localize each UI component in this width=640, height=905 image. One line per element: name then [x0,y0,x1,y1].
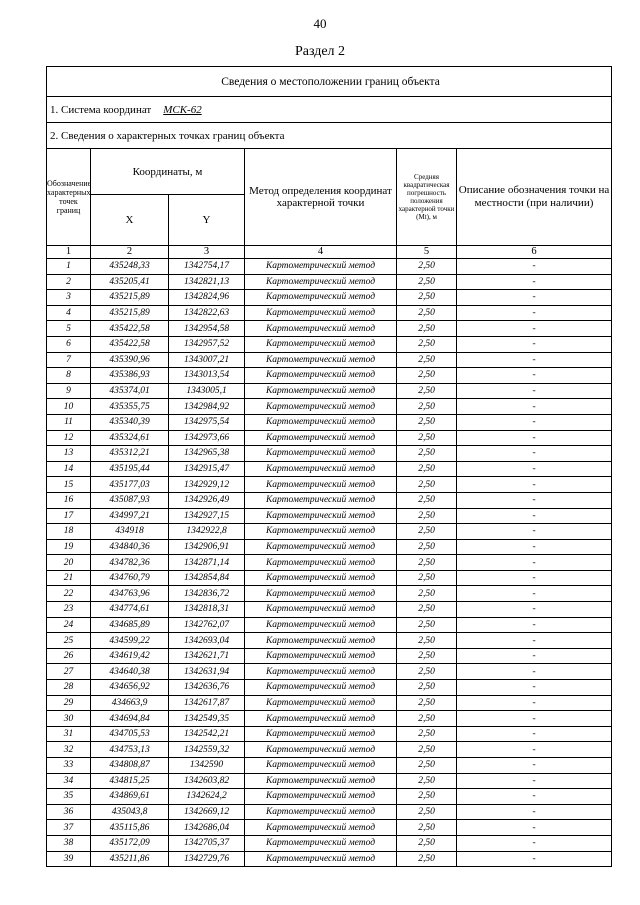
description-cell: - [457,399,612,415]
rms-value-cell: 2,50 [397,352,457,368]
point-number-cell: 9 [47,383,91,399]
method-cell: Картометрический метод [245,352,397,368]
method-cell: Картометрический метод [245,602,397,618]
point-number-cell: 8 [47,368,91,384]
description-cell: - [457,726,612,742]
method-cell: Картометрический метод [245,492,397,508]
coord-y-cell: 1342915,47 [169,461,245,477]
point-number-cell: 35 [47,789,91,805]
table-row [47,430,612,446]
point-number-cell: 25 [47,633,91,649]
coord-x-cell: 434782,36 [91,555,169,571]
description-cell: - [457,789,612,805]
rms-value-cell: 2,50 [397,570,457,586]
rms-value-cell: 2,50 [397,446,457,462]
coord-x-cell: 434808,87 [91,758,169,774]
rms-value-cell: 2,50 [397,758,457,774]
point-number-cell: 37 [47,820,91,836]
description-cell: - [457,274,612,290]
table-row [47,633,612,649]
description-cell: - [457,446,612,462]
coord-y-cell: 1342906,91 [169,539,245,555]
coord-y-cell: 1342871,14 [169,555,245,571]
table-row [47,508,612,524]
table-row [47,680,612,696]
coord-y-cell: 1343013,54 [169,368,245,384]
header-coordinates: Координаты, м [91,149,245,195]
coord-x-cell: 435215,89 [91,305,169,321]
method-cell: Картометрический метод [245,414,397,430]
point-number-cell: 2 [47,274,91,290]
coord-y-cell: 1343005,1 [169,383,245,399]
point-number-cell: 20 [47,555,91,571]
rms-value-cell: 2,50 [397,492,457,508]
method-cell: Картометрический метод [245,555,397,571]
coord-x-cell: 435115,86 [91,820,169,836]
coord-x-cell: 434663,9 [91,695,169,711]
coord-y-cell: 1342975,54 [169,414,245,430]
method-cell: Картометрический метод [245,290,397,306]
description-cell: - [457,820,612,836]
coord-x-cell: 435215,89 [91,290,169,306]
description-cell: - [457,664,612,680]
description-cell: - [457,368,612,384]
point-number-cell: 30 [47,711,91,727]
point-number-cell: 31 [47,726,91,742]
coord-x-cell: 435324,61 [91,430,169,446]
method-cell: Картометрический метод [245,664,397,680]
point-number-cell: 15 [47,477,91,493]
point-number-cell: 17 [47,508,91,524]
coord-x-cell: 435386,93 [91,368,169,384]
description-cell: - [457,835,612,851]
method-cell: Картометрический метод [245,617,397,633]
point-number-cell: 1 [47,259,91,275]
coord-y-cell: 1342957,52 [169,336,245,352]
point-number-cell: 29 [47,695,91,711]
point-number-cell: 39 [47,851,91,867]
coord-y-cell: 1342559,32 [169,742,245,758]
table-row [47,555,612,571]
method-cell: Картометрический метод [245,851,397,867]
rms-value-cell: 2,50 [397,602,457,618]
description-cell: - [457,851,612,867]
coord-x-cell: 435087,93 [91,492,169,508]
coord-x-cell: 434599,22 [91,633,169,649]
header-y: Y [169,195,245,246]
method-cell: Картометрический метод [245,835,397,851]
coord-x-cell: 434656,92 [91,680,169,696]
table-row [47,789,612,805]
coord-y-cell: 1342705,37 [169,835,245,851]
description-cell: - [457,508,612,524]
description-cell: - [457,804,612,820]
table-row [47,336,612,352]
coord-y-cell: 1342824,96 [169,290,245,306]
coord-x-cell: 434840,36 [91,539,169,555]
table-row [47,352,612,368]
point-number-cell: 14 [47,461,91,477]
rms-value-cell: 2,50 [397,274,457,290]
point-number-cell: 10 [47,399,91,415]
coord-x-cell: 435422,58 [91,336,169,352]
description-cell: - [457,648,612,664]
description-cell: - [457,711,612,727]
coord-y-cell: 1342965,38 [169,446,245,462]
coord-y-cell: 1342693,04 [169,633,245,649]
rms-value-cell: 2,50 [397,633,457,649]
coord-x-cell: 435172,09 [91,835,169,851]
coord-x-cell: 435374,01 [91,383,169,399]
table-row [47,399,612,415]
coord-x-cell: 434815,25 [91,773,169,789]
coord-x-cell: 434753,13 [91,742,169,758]
table-row [47,259,612,275]
table-row [47,570,612,586]
table-row [47,274,612,290]
description-cell: - [457,586,612,602]
description-cell: - [457,680,612,696]
description-cell: - [457,524,612,540]
description-cell: - [457,492,612,508]
coord-x-cell: 434694,84 [91,711,169,727]
description-cell: - [457,259,612,275]
point-number-cell: 27 [47,664,91,680]
table-row [47,492,612,508]
table-title: Сведения о местоположении границ объекта [47,67,612,97]
table-row [47,539,612,555]
method-cell: Картометрический метод [245,321,397,337]
coord-x-cell: 435043,8 [91,804,169,820]
point-number-cell: 3 [47,290,91,306]
coord-x-cell: 435177,03 [91,477,169,493]
method-cell: Картометрический метод [245,383,397,399]
description-cell: - [457,742,612,758]
point-number-cell: 23 [47,602,91,618]
method-cell: Картометрический метод [245,336,397,352]
table-row [47,368,612,384]
description-cell: - [457,336,612,352]
table-row [47,835,612,851]
section-title: Раздел 2 [294,44,346,59]
point-number-cell: 34 [47,773,91,789]
description-cell: - [457,290,612,306]
coord-y-cell: 1342617,87 [169,695,245,711]
method-cell: Картометрический метод [245,711,397,727]
rms-value-cell: 2,50 [397,648,457,664]
point-number-cell: 28 [47,680,91,696]
description-cell: - [457,477,612,493]
header-point-designation: Обозначение характерных точек границ [47,149,91,246]
rms-value-cell: 2,50 [397,555,457,571]
coord-y-cell: 1342836,72 [169,586,245,602]
coord-y-cell: 1342818,31 [169,602,245,618]
rms-value-cell: 2,50 [397,804,457,820]
rms-value-cell: 2,50 [397,726,457,742]
header-method: Метод определения координат характерной точки [245,149,397,246]
table-row [47,820,612,836]
method-cell: Картометрический метод [245,648,397,664]
point-number-cell: 5 [47,321,91,337]
rms-value-cell: 2,50 [397,399,457,415]
coord-y-cell: 1342549,35 [169,711,245,727]
description-cell: - [457,555,612,571]
method-cell: Картометрический метод [245,259,397,275]
coord-x-cell: 435205,41 [91,274,169,290]
rms-value-cell: 2,50 [397,851,457,867]
rms-value-cell: 2,50 [397,259,457,275]
description-cell: - [457,305,612,321]
rms-value-cell: 2,50 [397,711,457,727]
coord-x-cell: 435312,21 [91,446,169,462]
table-row [47,414,612,430]
method-cell: Картометрический метод [245,524,397,540]
rms-value-cell: 2,50 [397,305,457,321]
table-row [47,321,612,337]
coord-y-cell: 1342926,49 [169,492,245,508]
method-cell: Картометрический метод [245,742,397,758]
method-cell: Картометрический метод [245,726,397,742]
column-index: 5 [397,246,457,259]
table-row [47,726,612,742]
coord-y-cell: 1342729,76 [169,851,245,867]
description-cell: - [457,352,612,368]
column-index: 6 [457,246,612,259]
coordinate-system-label: 1. Система координат [50,103,152,116]
page-number: 40 [313,16,327,31]
coord-x-cell: 434760,79 [91,570,169,586]
coord-y-cell: 1342822,63 [169,305,245,321]
method-cell: Картометрический метод [245,680,397,696]
point-number-cell: 24 [47,617,91,633]
table-row [47,664,612,680]
coord-y-cell: 1342984,92 [169,399,245,415]
description-cell: - [457,758,612,774]
method-cell: Картометрический метод [245,305,397,321]
header-description: Описание обозначения точки на местности (при наличии) [457,149,612,246]
table-row [47,602,612,618]
description-cell: - [457,414,612,430]
table-row [47,617,612,633]
coord-x-cell: 435422,58 [91,321,169,337]
rms-value-cell: 2,50 [397,321,457,337]
rms-value-cell: 2,50 [397,539,457,555]
description-cell: - [457,430,612,446]
table-row [47,524,612,540]
rms-value-cell: 2,50 [397,461,457,477]
method-cell: Картометрический метод [245,539,397,555]
rms-value-cell: 2,50 [397,508,457,524]
column-index: 4 [245,246,397,259]
method-cell: Картометрический метод [245,789,397,805]
table-row [47,305,612,321]
table-row [47,461,612,477]
description-cell: - [457,617,612,633]
point-number-cell: 36 [47,804,91,820]
rms-value-cell: 2,50 [397,586,457,602]
rms-value-cell: 2,50 [397,617,457,633]
point-number-cell: 4 [47,305,91,321]
method-cell: Картометрический метод [245,695,397,711]
description-cell: - [457,695,612,711]
coord-y-cell: 1342542,21 [169,726,245,742]
method-cell: Картометрический метод [245,773,397,789]
coord-y-cell: 1342686,04 [169,820,245,836]
method-cell: Картометрический метод [245,586,397,602]
rms-value-cell: 2,50 [397,742,457,758]
table-row [47,648,612,664]
method-cell: Картометрический метод [245,446,397,462]
rms-value-cell: 2,50 [397,290,457,306]
coord-x-cell: 435340,39 [91,414,169,430]
table-row [47,711,612,727]
rms-value-cell: 2,50 [397,383,457,399]
point-number-cell: 21 [47,570,91,586]
column-index: 1 [47,246,91,259]
table-row [47,804,612,820]
points-section-label: 2. Сведения о характерных точках границ объекта [47,123,612,149]
coord-x-cell: 435355,75 [91,399,169,415]
description-cell: - [457,773,612,789]
point-number-cell: 26 [47,648,91,664]
description-cell: - [457,633,612,649]
coord-y-cell: 1342754,17 [169,259,245,275]
table-row [47,773,612,789]
boundary-table [46,66,612,867]
coord-y-cell: 1342954,58 [169,321,245,337]
point-number-cell: 32 [47,742,91,758]
coord-y-cell: 1342762,07 [169,617,245,633]
point-number-cell: 19 [47,539,91,555]
coordinate-system-row [47,97,612,123]
column-index-row [47,246,612,259]
rms-value-cell: 2,50 [397,430,457,446]
method-cell: Картометрический метод [245,804,397,820]
method-cell: Картометрический метод [245,758,397,774]
coord-x-cell: 434997,21 [91,508,169,524]
description-cell: - [457,539,612,555]
rms-value-cell: 2,50 [397,820,457,836]
coord-x-cell: 435248,33 [91,259,169,275]
column-index: 3 [169,246,245,259]
method-cell: Картометрический метод [245,820,397,836]
method-cell: Картометрический метод [245,430,397,446]
description-cell: - [457,570,612,586]
table-row [47,586,612,602]
description-cell: - [457,383,612,399]
table-row [47,477,612,493]
point-number-cell: 11 [47,414,91,430]
table-row [47,742,612,758]
rms-value-cell: 2,50 [397,368,457,384]
coord-x-cell: 434774,61 [91,602,169,618]
coord-x-cell: 434763,96 [91,586,169,602]
rms-value-cell: 2,50 [397,695,457,711]
coord-x-cell: 434918 [91,524,169,540]
method-cell: Картометрический метод [245,570,397,586]
table-row [47,290,612,306]
rms-value-cell: 2,50 [397,680,457,696]
coord-y-cell: 1342624,2 [169,789,245,805]
rms-value-cell: 2,50 [397,414,457,430]
coord-y-cell: 1342636,76 [169,680,245,696]
header-rms-error: Средняя квадратическая погрешность положения характерной точки (Mt), м [397,149,457,246]
coord-x-cell: 434640,38 [91,664,169,680]
rms-value-cell: 2,50 [397,336,457,352]
coord-y-cell: 1342590 [169,758,245,774]
rms-value-cell: 2,50 [397,524,457,540]
header-x: X [91,195,169,246]
description-cell: - [457,461,612,477]
coord-y-cell: 1342929,12 [169,477,245,493]
method-cell: Картометрический метод [245,633,397,649]
point-number-cell: 12 [47,430,91,446]
coord-x-cell: 434685,89 [91,617,169,633]
point-number-cell: 22 [47,586,91,602]
coord-x-cell: 434705,53 [91,726,169,742]
method-cell: Картометрический метод [245,368,397,384]
description-cell: - [457,602,612,618]
coord-y-cell: 1343007,21 [169,352,245,368]
coord-x-cell: 435211,86 [91,851,169,867]
table-row [47,851,612,867]
table-row [47,695,612,711]
coord-y-cell: 1342603,82 [169,773,245,789]
point-number-cell: 6 [47,336,91,352]
method-cell: Картометрический метод [245,461,397,477]
coord-y-cell: 1342631,94 [169,664,245,680]
table-row [47,446,612,462]
rms-value-cell: 2,50 [397,773,457,789]
rms-value-cell: 2,50 [397,835,457,851]
rms-value-cell: 2,50 [397,477,457,493]
method-cell: Картометрический метод [245,399,397,415]
coord-x-cell: 434619,42 [91,648,169,664]
coord-y-cell: 1342922,8 [169,524,245,540]
coord-y-cell: 1342927,15 [169,508,245,524]
coord-y-cell: 1342621,71 [169,648,245,664]
method-cell: Картометрический метод [245,274,397,290]
point-number-cell: 16 [47,492,91,508]
rms-value-cell: 2,50 [397,789,457,805]
description-cell: - [457,321,612,337]
coord-y-cell: 1342821,13 [169,274,245,290]
point-number-cell: 38 [47,835,91,851]
column-index: 2 [91,246,169,259]
coord-x-cell: 435195,44 [91,461,169,477]
coord-x-cell: 435390,96 [91,352,169,368]
table-row [47,758,612,774]
coordinate-system-value: МСК-62 [163,103,202,116]
point-number-cell: 33 [47,758,91,774]
method-cell: Картометрический метод [245,508,397,524]
rms-value-cell: 2,50 [397,664,457,680]
table-row [47,383,612,399]
point-number-cell: 7 [47,352,91,368]
coord-y-cell: 1342973,66 [169,430,245,446]
coord-y-cell: 1342854,84 [169,570,245,586]
coord-x-cell: 434869,61 [91,789,169,805]
point-number-cell: 13 [47,446,91,462]
method-cell: Картометрический метод [245,477,397,493]
point-number-cell: 18 [47,524,91,540]
coord-y-cell: 1342669,12 [169,804,245,820]
